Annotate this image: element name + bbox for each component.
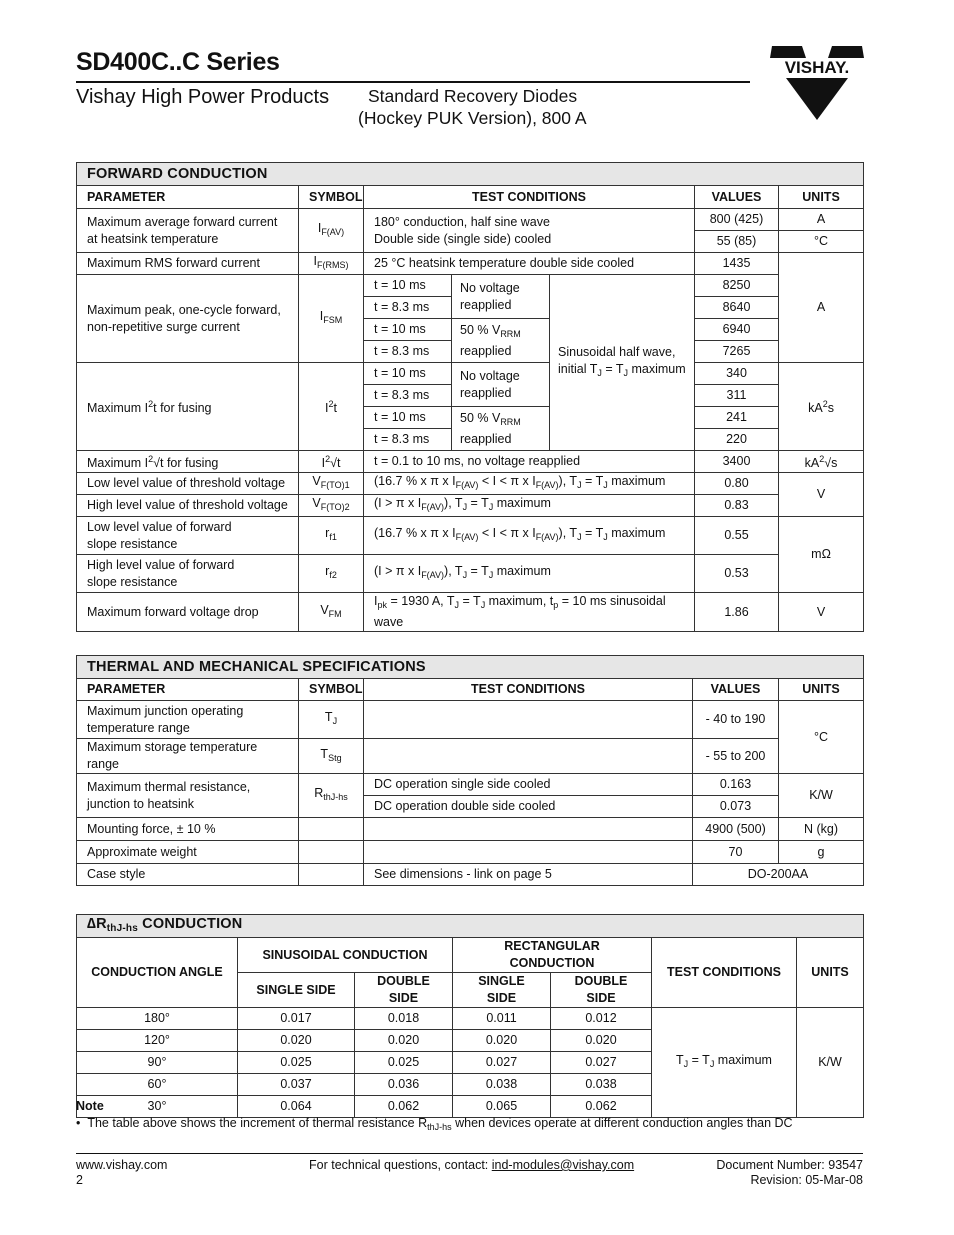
unit-cell: $kA^2√s$ <box>779 451 864 473</box>
note-title: Note <box>76 1099 104 1113</box>
brand-line: Vishay High Power Products <box>76 86 330 108</box>
value-cell: 0.163 <box>693 774 779 796</box>
symbol-cell: $R_{thJ-hs}$ <box>299 774 364 818</box>
value-cell: 311 <box>695 385 779 407</box>
forward-section-title: FORWARD CONDUCTION <box>77 163 864 186</box>
contact-email-link[interactable]: ind-modules@vishay.com <box>491 1158 635 1172</box>
value-cell: 0.53 <box>695 555 779 593</box>
param-cell: Low level value of forward slope resistance <box>77 517 299 555</box>
symbol-cell <box>299 841 364 864</box>
value-cell: 800 (425) <box>695 209 779 231</box>
forward-header-row <box>77 186 864 209</box>
unit-cell: V <box>779 473 864 517</box>
value-cell: 0.55 <box>695 517 779 555</box>
voltage-cell: No voltage reapplied <box>452 275 550 319</box>
footer-contact: For technical questions, contact: ind-modules@vishay.com <box>309 1158 635 1172</box>
symbol-cell: $I^2t$ <box>299 363 364 451</box>
col-header-sinusoidal: SINUSOIDAL CONDUCTION <box>238 938 453 973</box>
unit-cell: A <box>779 253 864 363</box>
table-row <box>77 701 864 739</box>
time-cell: t = 10 ms <box>364 275 452 297</box>
unit-cell: °C <box>779 231 864 253</box>
table-row <box>77 841 864 864</box>
param-cell: Maximum RMS forward current <box>77 253 299 275</box>
value-cell: 8250 <box>695 275 779 297</box>
voltage-cell: 50 % $V_{RRM}$ reapplied <box>452 407 550 451</box>
thermal-mechanical-table <box>76 655 864 886</box>
col-header-test-conditions: TEST CONDITIONS <box>364 679 693 701</box>
value-cell: 0.020 <box>551 1030 652 1052</box>
value-cell: 0.027 <box>453 1052 551 1074</box>
test-cell <box>364 739 693 774</box>
test-cell <box>364 841 693 864</box>
symbol-cell: $V_{F(TO)2}$ <box>299 495 364 517</box>
symbol-cell: $T_{Stg}$ <box>299 739 364 774</box>
value-cell: 1.86 <box>695 593 779 632</box>
table-row <box>77 517 864 555</box>
forward-conduction-table <box>76 162 864 632</box>
time-cell: t = 10 ms <box>364 363 452 385</box>
param-cell: Maximum $I^2√t$ for fusing <box>77 451 299 473</box>
table-row <box>77 253 864 275</box>
table-row <box>77 451 864 473</box>
angle-cell: 90° <box>77 1052 238 1074</box>
angle-cell: 120° <box>77 1030 238 1052</box>
col-header-parameter: PARAMETER <box>77 186 299 209</box>
unit-cell: A <box>779 209 864 231</box>
table-row <box>77 363 864 385</box>
value-cell: 0.062 <box>355 1096 453 1118</box>
angle-cell: 180° <box>77 1008 238 1030</box>
value-cell: 55 (85) <box>695 231 779 253</box>
symbol-cell: $T_J$ <box>299 701 364 739</box>
time-cell: t = 8.3 ms <box>364 429 452 451</box>
col-header-units: UNITS <box>779 186 864 209</box>
voltage-cell: No voltage reapplied <box>452 363 550 407</box>
value-cell: 0.065 <box>453 1096 551 1118</box>
unit-cell: K/W <box>797 1008 864 1118</box>
value-cell: 4900 (500) <box>693 818 779 841</box>
table-row <box>77 209 864 231</box>
test-cell: (16.7 % x π x $I_{F(AV)} < I < \pi$ x $I_{F(AV)}$), $T_J = T_J$ maximum <box>364 517 695 555</box>
angle-cell: 60° <box>77 1074 238 1096</box>
value-cell: 0.073 <box>693 796 779 818</box>
value-cell: 0.018 <box>355 1008 453 1030</box>
vishay-logo-text: VISHAY. <box>784 58 850 77</box>
param-cell: Maximum storage temperature range <box>77 739 299 774</box>
bullet: • <box>76 1116 81 1130</box>
param-cell: Maximum junction operating temperature range <box>77 701 299 739</box>
col-header-test-conditions: TEST CONDITIONS <box>364 186 695 209</box>
value-cell: 340 <box>695 363 779 385</box>
thermal-header-row <box>77 679 864 701</box>
value-cell: 0.020 <box>453 1030 551 1052</box>
table-row <box>77 473 864 495</box>
test-cell <box>364 864 693 886</box>
col-header-units: UNITS <box>779 679 864 701</box>
time-cell: t = 10 ms <box>364 407 452 429</box>
col-header-values: VALUES <box>695 186 779 209</box>
test-cell: DC operation single side cooled <box>364 774 693 796</box>
col-header-symbol: SYMBOL <box>299 186 364 209</box>
value-cell: 0.025 <box>355 1052 453 1074</box>
symbol-cell <box>299 864 364 886</box>
voltage-cell: 50 % $V_{RRM}$ reapplied <box>452 319 550 363</box>
value-cell: 0.020 <box>238 1030 355 1052</box>
test-cell: $I_{pk} = 1930$ A, $T_J = T_J$ maximum, $t_p = 10$ ms sinusoidal wave <box>364 593 695 632</box>
table-row <box>77 495 864 517</box>
table-row <box>77 555 864 593</box>
subtitle-line-2: (Hockey PUK Version), 800 A <box>358 108 587 128</box>
value-cell: - 55 to 200 <box>693 739 779 774</box>
value-cell: 0.036 <box>355 1074 453 1096</box>
param-cell: Maximum thermal resistance, junction to heatsink <box>77 774 299 818</box>
value-cell: 0.038 <box>453 1074 551 1096</box>
footer-rule <box>76 1153 863 1154</box>
unit-cell: °C <box>779 701 864 774</box>
revision-date: Revision: 05-Mar-08 <box>750 1173 863 1187</box>
col-header-rect-double: DOUBLE SIDE <box>551 973 652 1008</box>
col-header-values: VALUES <box>693 679 779 701</box>
series-title: SD400C..C Series <box>76 48 280 76</box>
param-cell: Maximum peak, one-cycle forward, non-repetitive surge current <box>77 275 299 363</box>
value-cell: DO-200AA <box>693 864 864 886</box>
col-header-rectangular: RECTANGULAR CONDUCTION <box>453 938 652 973</box>
angle-cell: 30° <box>77 1096 238 1118</box>
test-cell: (I > π x $I_{F(AV)}$), $T_J = T_J$ maximum <box>364 555 695 593</box>
param-cell: High level value of forward slope resistance <box>77 555 299 593</box>
value-cell: 0.062 <box>551 1096 652 1118</box>
col-header-conduction-angle: CONDUCTION ANGLE <box>77 938 238 1008</box>
dimensions-link[interactable]: See dimensions - link on page 5 <box>374 867 552 881</box>
symbol-cell <box>299 818 364 841</box>
col-header-rect-single: SINGLE SIDE <box>453 973 551 1008</box>
test-cell: (16.7 % x π x $I_{F(AV)} < I < \pi$ x $I_{F(AV)}$), $T_J = T_J$ maximum <box>364 473 695 495</box>
col-header-test-conditions: TEST CONDITIONS <box>652 938 797 1008</box>
angle-section-title: $\Delta R_{thJ-hs}$ CONDUCTION <box>77 915 864 938</box>
value-cell: 241 <box>695 407 779 429</box>
unit-cell: N (kg) <box>779 818 864 841</box>
angle-header-row <box>77 938 864 973</box>
value-cell: 0.012 <box>551 1008 652 1030</box>
test-cell: 25 °C heatsink temperature double side cooled <box>364 253 695 275</box>
value-cell: 0.011 <box>453 1008 551 1030</box>
test-cell: (I > π x $I_{F(AV)}$), $T_J = T_J$ maximum <box>364 495 695 517</box>
time-cell: t = 10 ms <box>364 319 452 341</box>
page-number: 2 <box>76 1173 83 1187</box>
unit-cell: $kA^2s$ <box>779 363 864 451</box>
time-cell: t = 8.3 ms <box>364 341 452 363</box>
col-header-symbol: SYMBOL <box>299 679 364 701</box>
value-cell: 70 <box>693 841 779 864</box>
header-rule <box>76 81 750 83</box>
value-cell: 0.020 <box>355 1030 453 1052</box>
symbol-cell: $I^2√t$ <box>299 451 364 473</box>
value-cell: 0.027 <box>551 1052 652 1074</box>
document-number: Document Number: 93547 <box>716 1158 863 1172</box>
test-cell <box>364 701 693 739</box>
param-cell: Low level value of threshold voltage <box>77 473 299 495</box>
footer-url-link[interactable]: www.vishay.com <box>76 1158 168 1172</box>
symbol-cell: $I_{FSM}$ <box>299 275 364 363</box>
table-row <box>77 275 864 297</box>
sinusoidal-cell: Sinusoidal half wave, initial $T_J = T_J$ maximum <box>550 275 695 451</box>
unit-cell: mΩ <box>779 517 864 593</box>
test-cell <box>364 818 693 841</box>
value-cell: 220 <box>695 429 779 451</box>
symbol-cell: $I_{F(RMS)}$ <box>299 253 364 275</box>
vishay-logo <box>770 44 864 120</box>
value-cell: 7265 <box>695 341 779 363</box>
col-header-sin-double: DOUBLE SIDE <box>355 973 453 1008</box>
value-cell: 0.025 <box>238 1052 355 1074</box>
symbol-cell: $V_{F(TO)1}$ <box>299 473 364 495</box>
col-header-sin-single: SINGLE SIDE <box>238 973 355 1008</box>
table-row <box>77 739 864 774</box>
value-cell: 0.83 <box>695 495 779 517</box>
table-row <box>77 864 864 886</box>
param-cell: Case style <box>77 864 299 886</box>
symbol-cell: $r_{f2}$ <box>299 555 364 593</box>
symbol-cell: $I_{F(AV)}$ <box>299 209 364 253</box>
param-cell: High level value of threshold voltage <box>77 495 299 517</box>
col-header-units: UNITS <box>797 938 864 1008</box>
table-row <box>77 1008 864 1030</box>
param-cell: Mounting force, ± 10 % <box>77 818 299 841</box>
time-cell: t = 8.3 ms <box>364 385 452 407</box>
value-cell: 0.017 <box>238 1008 355 1030</box>
test-cell: $T_J = T_J$ maximum <box>652 1008 797 1118</box>
conduction-angle-table <box>76 914 864 1118</box>
unit-cell: K/W <box>779 774 864 818</box>
unit-cell: V <box>779 593 864 632</box>
param-cell: Approximate weight <box>77 841 299 864</box>
value-cell: 0.80 <box>695 473 779 495</box>
param-cell: Maximum $I^2t$ for fusing <box>77 363 299 451</box>
note-text: • The table above shows the increment of thermal resistance $R_{thJ-hs}$ when devices operate at different conduction angles than DC <box>76 1116 793 1132</box>
value-cell: 3400 <box>695 451 779 473</box>
value-cell: 0.037 <box>238 1074 355 1096</box>
value-cell: 0.038 <box>551 1074 652 1096</box>
value-cell: 0.064 <box>238 1096 355 1118</box>
value-cell: - 40 to 190 <box>693 701 779 739</box>
table-row <box>77 818 864 841</box>
subtitle-line-1: Standard Recovery Diodes <box>368 86 578 106</box>
param-cell: Maximum average forward current at heatsink temperature <box>77 209 299 253</box>
table-row <box>77 593 864 632</box>
unit-cell: g <box>779 841 864 864</box>
test-cell: DC operation double side cooled <box>364 796 693 818</box>
table-row <box>77 774 864 796</box>
value-cell: 8640 <box>695 297 779 319</box>
thermal-section-title: THERMAL AND MECHANICAL SPECIFICATIONS <box>77 656 864 679</box>
time-cell: t = 8.3 ms <box>364 297 452 319</box>
test-cell: 180° conduction, half sine wave Double side (single side) cooled <box>364 209 695 253</box>
param-cell: Maximum forward voltage drop <box>77 593 299 632</box>
symbol-cell: $V_{FM}$ <box>299 593 364 632</box>
symbol-cell: $r_{f1}$ <box>299 517 364 555</box>
col-header-parameter: PARAMETER <box>77 679 299 701</box>
value-cell: 1435 <box>695 253 779 275</box>
value-cell: 6940 <box>695 319 779 341</box>
test-cell: t = 0.1 to 10 ms, no voltage reapplied <box>364 451 695 473</box>
